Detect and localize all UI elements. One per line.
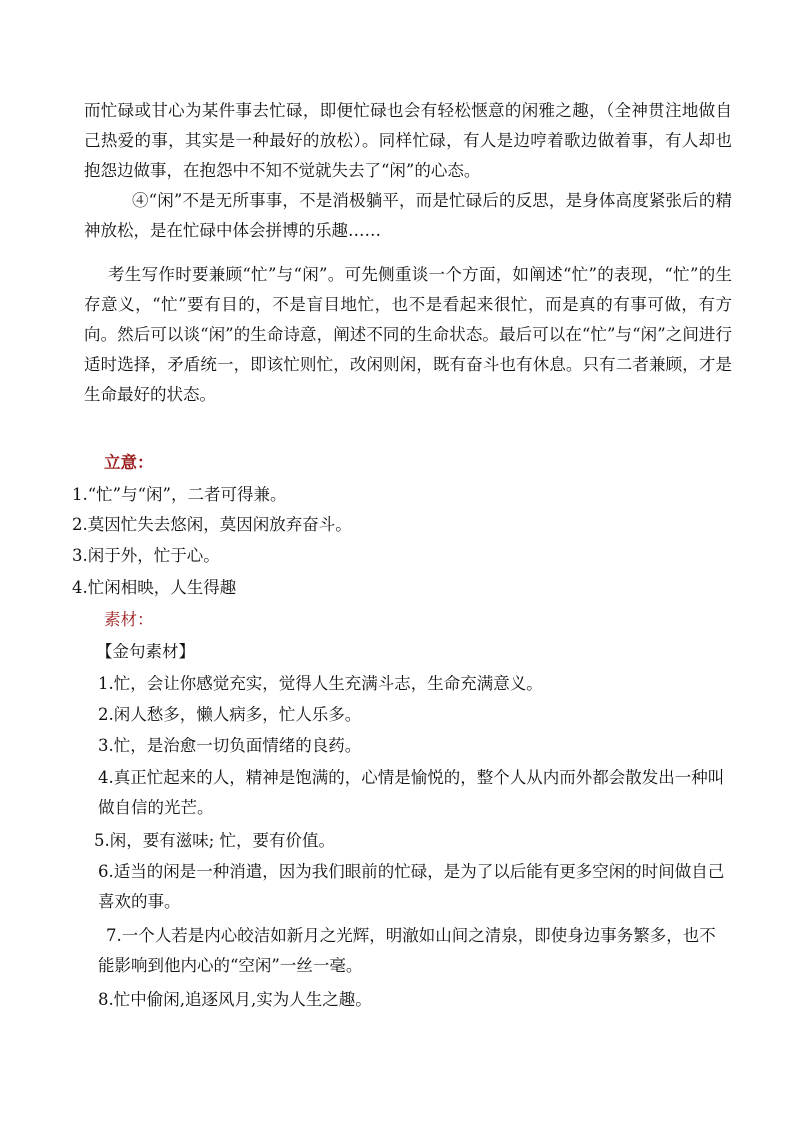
writing-guidance-paragraph: 考生写作时要兼顾“忙”与“闲”。可先侧重谈一个方面，如阐述“忙”的表现，“忙”的生存意义，“忙”要有目的，不是盲目地忙，也不是看起来很忙，而是真的有事可做，有方向。然后可以谈“闲”的生命诗意，阐述不同的生命状态。最后可以在“忙”与“闲”之间进行适时选择，矛盾统一，即该忙则忙，改闲则闲，既有奋斗也有休息。只有二者兼顾，才是生命最好的状态。 (84, 265, 732, 404)
quote-item-7: 7.一个人若是内心皎洁如新月之光辉，明澈如山间之清泉，即使身边事务繁多，也不能影响到他内心的“空闲”一丝一毫。 (98, 926, 716, 975)
continuation-paragraph-2: ④“闲”不是无所事事，不是消极躺平，而是忙碌后的反思，是身体高度紧张后的精神放松，是在忙碌中体会拼博的乐趣…… (84, 191, 732, 240)
materials-heading: 素材： (104, 610, 154, 629)
idea-item-2: 2.莫因忙失去悠闲，莫因闲放弃奋斗。 (72, 515, 352, 534)
ideas-heading: 立意： (104, 453, 154, 472)
idea-item-1: 1.“忙”与“闲”，二者可得兼。 (72, 485, 287, 504)
quote-item-8: 8.忙中偷闲,追逐风月,实为人生之趣。 (98, 990, 372, 1009)
quote-item-4: 4.真正忙起来的人，精神是饱满的，心情是愉悦的，整个人从内而外都会散发出一种叫做自信的光芒。 (98, 768, 725, 817)
quote-item-3: 3.忙，是治愈一切负面情绪的良药。 (98, 736, 362, 755)
idea-item-4: 4.忙闲相映，人生得趣 (72, 578, 237, 597)
quotes-subheading: 【金句素材】 (96, 642, 195, 661)
quote-item-2: 2.闲人愁多，懒人病多，忙人乐多。 (98, 705, 362, 724)
idea-item-3: 3.闲于外，忙于心。 (72, 546, 220, 565)
continuation-paragraph-1: 而忙碌或甘心为某件事去忙碌，即便忙碌也会有轻松惬意的闲雅之趣，（全神贯注地做自己热爱的事，其实是一种最好的放松）。同样忙碌，有人是边哼着歌边做着事，有人却也抱怨边做事，在抱怨中不知不觉就失去了“闲”的心态。 (84, 101, 732, 180)
quote-item-5: 5.闲，要有滋味; 忙，要有价值。 (94, 831, 336, 850)
quote-item-6: 6.适当的闲是一种消遣，因为我们眼前的忙碌，是为了以后能有更多空闲的时间做自己喜欢的事。 (98, 862, 725, 911)
quote-item-1: 1.忙，会让你感觉充实，觉得人生充满斗志，生命充满意义。 (98, 674, 543, 693)
